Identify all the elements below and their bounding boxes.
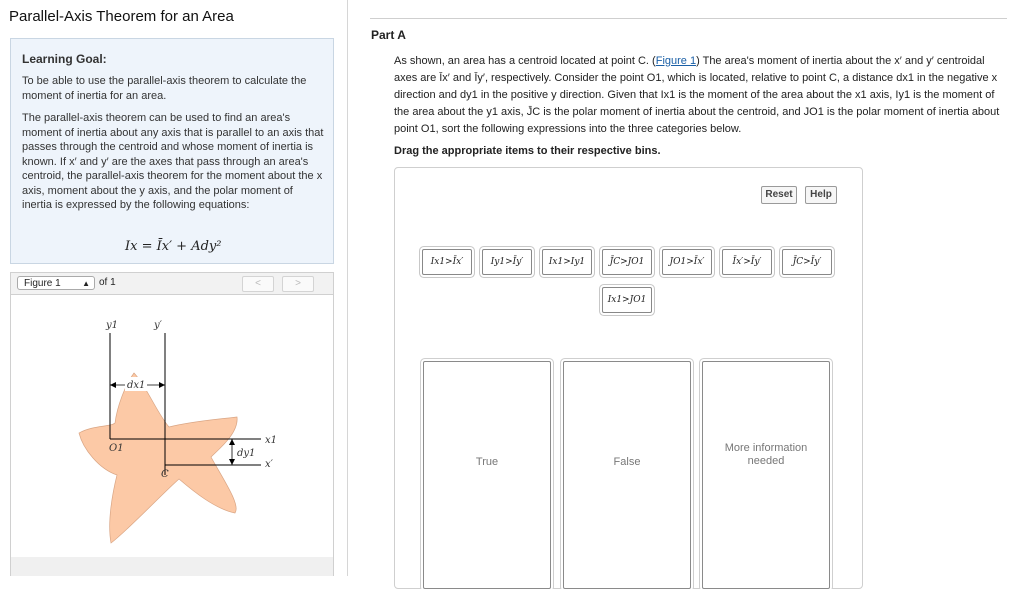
drag-drop-area [394, 167, 863, 589]
bin-label: More information needed [724, 442, 808, 467]
bin-label: True [475, 456, 499, 468]
learning-goal-box [10, 38, 334, 264]
drag-tile[interactable]: Ix1>Iy1 [542, 249, 592, 275]
left-panel [0, 0, 348, 576]
right-panel [348, 0, 1024, 576]
dx1-label: dx1 [127, 380, 146, 391]
learning-goal-description: The parallel-axis theorem can be used to find an area's moment of inertia about any axis that is parallel to an axis that passes through the centroid and whose moment of inertia is known. If x′ and y′ are the axes that pass through an area's centroid, the parallel-axis theorem for the moment about the x axis, moment about the y axis, and the polar moment of inertia is expressed by the following equations: [22, 112, 324, 211]
x-prime-label: x′ [265, 459, 273, 470]
bin-true[interactable] [423, 361, 551, 589]
drag-tile[interactable]: Iy1>Īy′ [482, 249, 532, 275]
drag-tile[interactable]: Īx′>Īy′ [722, 249, 772, 275]
arrow-down-icon [229, 459, 235, 465]
y-prime-label: y′ [154, 320, 162, 331]
bin-more-info[interactable] [702, 361, 830, 589]
next-figure-button[interactable]: > [282, 276, 314, 292]
divider [370, 18, 1007, 19]
prev-figure-button[interactable]: < [242, 276, 274, 292]
o1-label: O1 [109, 443, 124, 454]
drag-tile[interactable]: J̄C>JO1 [602, 249, 652, 275]
learning-goal-text: To be able to use the parallel-axis theorem to calculate the moment of inertia for an area. [22, 75, 307, 102]
arrow-left-icon [110, 382, 116, 388]
problem-statement [394, 53, 1006, 138]
page-title: Parallel-Axis Theorem for an Area [9, 8, 234, 25]
learning-goal-heading: Learning Goal: [22, 52, 107, 66]
figure-count: of 1 [99, 277, 116, 288]
x1-label: x1 [265, 435, 278, 446]
drag-tile[interactable]: Ix1>Īx′ [422, 249, 472, 275]
bin-label: False [613, 456, 641, 468]
arrow-right-icon [159, 382, 165, 388]
drag-tile[interactable]: JO1>Īx′ [662, 249, 712, 275]
area-shape [79, 373, 237, 543]
dy1-label: dy1 [237, 448, 256, 459]
figure-select[interactable] [17, 276, 95, 290]
help-button[interactable]: Help [805, 186, 837, 204]
figure-select-value: Figure 1 [24, 278, 61, 289]
part-title: Part A [371, 28, 406, 42]
reset-button[interactable]: Reset [761, 186, 797, 204]
y1-label: y1 [106, 320, 119, 331]
drag-instruction: Drag the appropriate items to their respective bins. [394, 145, 661, 157]
problem-text-rest: ) The area's moment of inertia about the x′ and y′ centroidal axes are Īx′ and Īy′, respectively. Consider the point O1, which is located, relative to point C, a distance dx1 in the negative x direction and dy1 in the positive y direction. Given that Ix1 is the moment of the area about the x1 axis, Iy1 is the moment of the area about the y1 axis, J̄C is the polar moment of inertia about the centroid, and JO1 is the polar moment of inertia about point O1, sort the following expressions into the three categories below. [394, 55, 1000, 135]
figure-toolbar [10, 272, 334, 295]
bin-false[interactable] [563, 361, 691, 589]
arrow-up-icon [229, 439, 235, 445]
problem-text-start: As shown, an area has a centroid located at point C. ( [394, 55, 656, 67]
select-caret-icon: ▲ [82, 279, 90, 288]
figure-link[interactable]: Figure 1 [655, 55, 697, 67]
figure-footer [10, 557, 334, 576]
drag-tile[interactable]: J̄C>Īy′ [782, 249, 832, 275]
figure-area [10, 294, 334, 558]
drag-tile[interactable]: Ix1>JO1 [602, 287, 652, 313]
c-label: C [161, 469, 169, 480]
figure-diagram [11, 295, 333, 557]
parallel-axis-equation: Ix = Īx′ + Ady² [125, 239, 222, 254]
